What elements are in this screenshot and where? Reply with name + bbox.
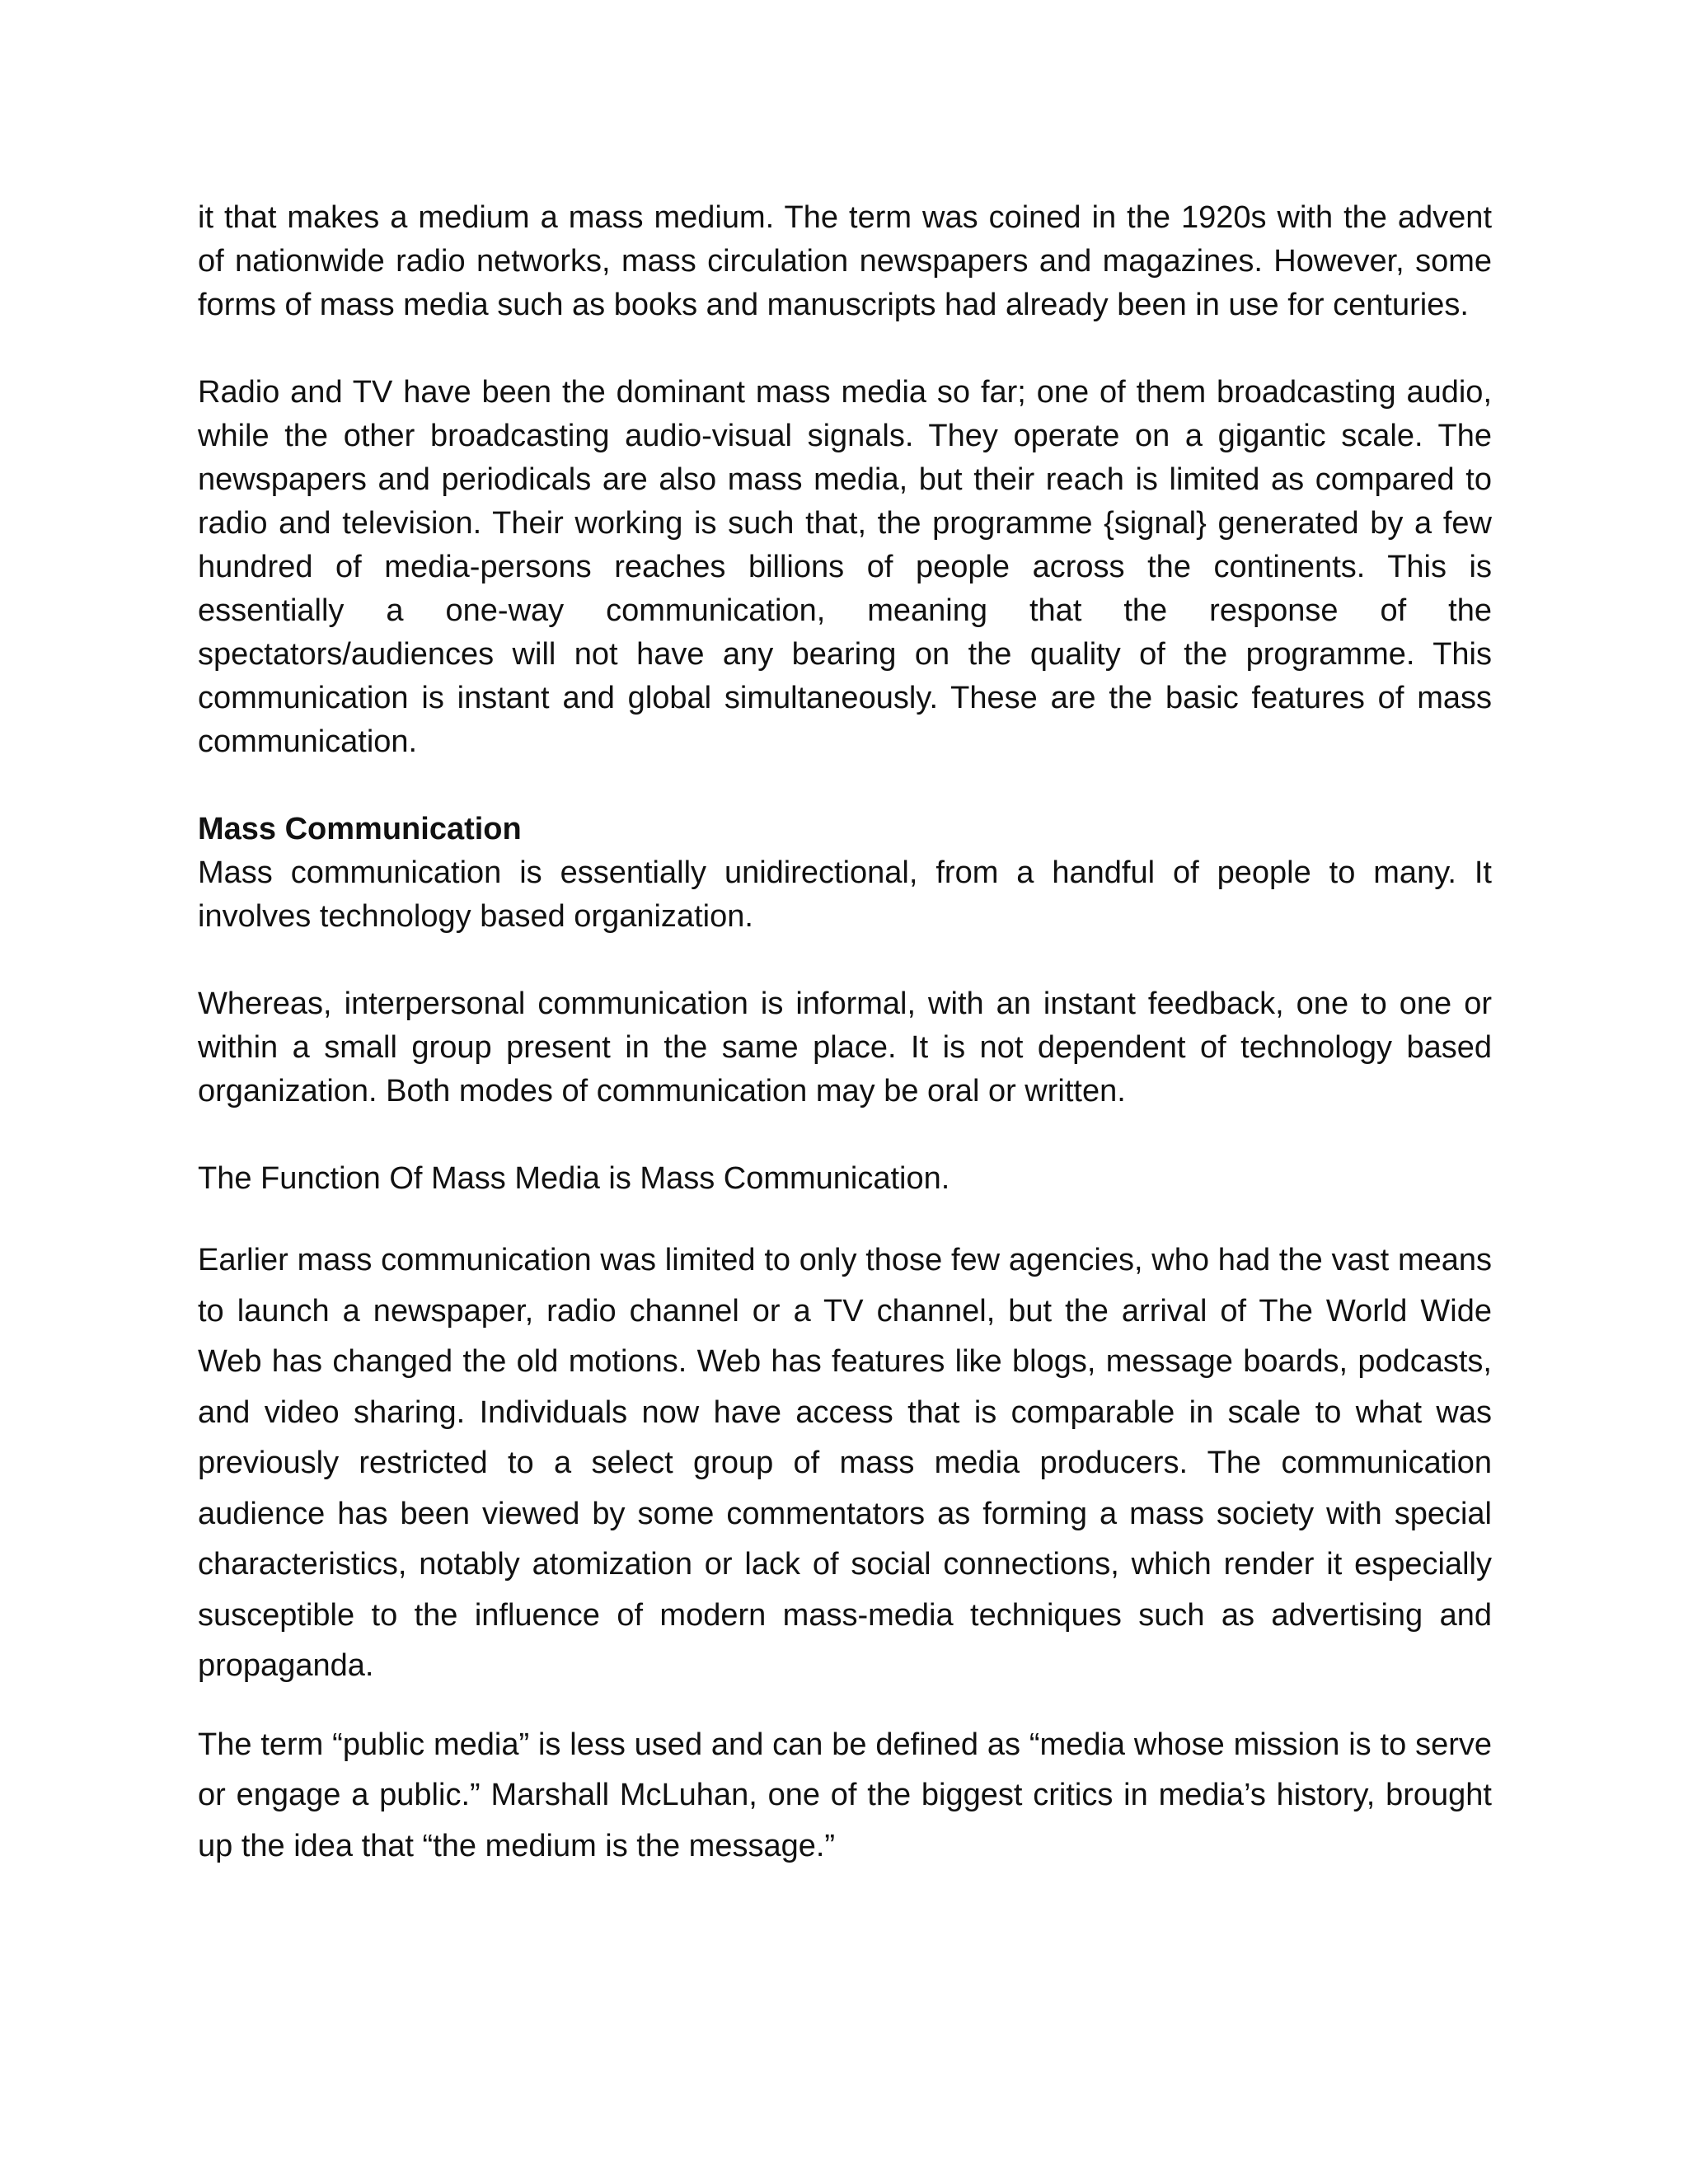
paragraph-interpersonal: Whereas, interpersonal communication is informal, with an instant feedback, one to one or within a small group present in the same place. It is not dependent of technology based organization. Both modes of communication may be oral or written. (198, 987, 1492, 1108)
paragraph-world-wide-web: Earlier mass communication was limited to only those few agencies, who had the vast means to launch a newspaper, radio channel or a TV channel, but the arrival of The World Wide Web has changed the old motions. Web has features like blogs, message boards, podcasts, and video sharing. Individuals now have access that is comparable in scale to what was previously restricted to a select group of mass media producers. The communication audience has been viewed by some commentators as forming a mass society with special characteristics, notably atomization or lack of social connections, which render it especially susceptible to the influence of modern mass-media techniques such as advertising and propaganda. (198, 1243, 1492, 1683)
section-heading-mass-communication: Mass Communication (198, 812, 522, 846)
paragraph-public-media: The term “public media” is less used and can be defined as “media whose mission is to serve or engage a public.” Marshall McLuhan, one of the biggest critics in media’s history, brought up the idea that “the medium is the message.” (198, 1727, 1492, 1863)
paragraph-radio-tv: Radio and TV have been the dominant mass media so far; one of them broadcasting audio, while the other broadcasting audio-visual signals. They operate on a gigantic scale. The newspapers and periodicals are also mass media, but their reach is limited as compared to radio and television. Their working is such that, the programme {signal} generated by a few hundred of media-persons reaches billions of people across the continents. This is essentially a one-way communication, meaning that the response of the spectators/audiences will not have any bearing on the quality of the programme. This communication is instant and global simultaneously. These are the basic features of mass communication. (198, 375, 1492, 759)
document-body (198, 196, 1492, 1872)
paragraph-unidirectional: Mass communication is essentially unidirectional, from a handful of people to many. It involves technology based organization. (198, 855, 1492, 934)
paragraph-function-statement: The Function Of Mass Media is Mass Communication. (198, 1161, 950, 1196)
paragraph-mass-medium-origin: it that makes a medium a mass medium. The term was coined in the 1920s with the advent of nationwide radio networks, mass circulation newspapers and magazines. However, some forms of mass media such as books and manuscripts had already been in use for centuries. (198, 200, 1492, 322)
